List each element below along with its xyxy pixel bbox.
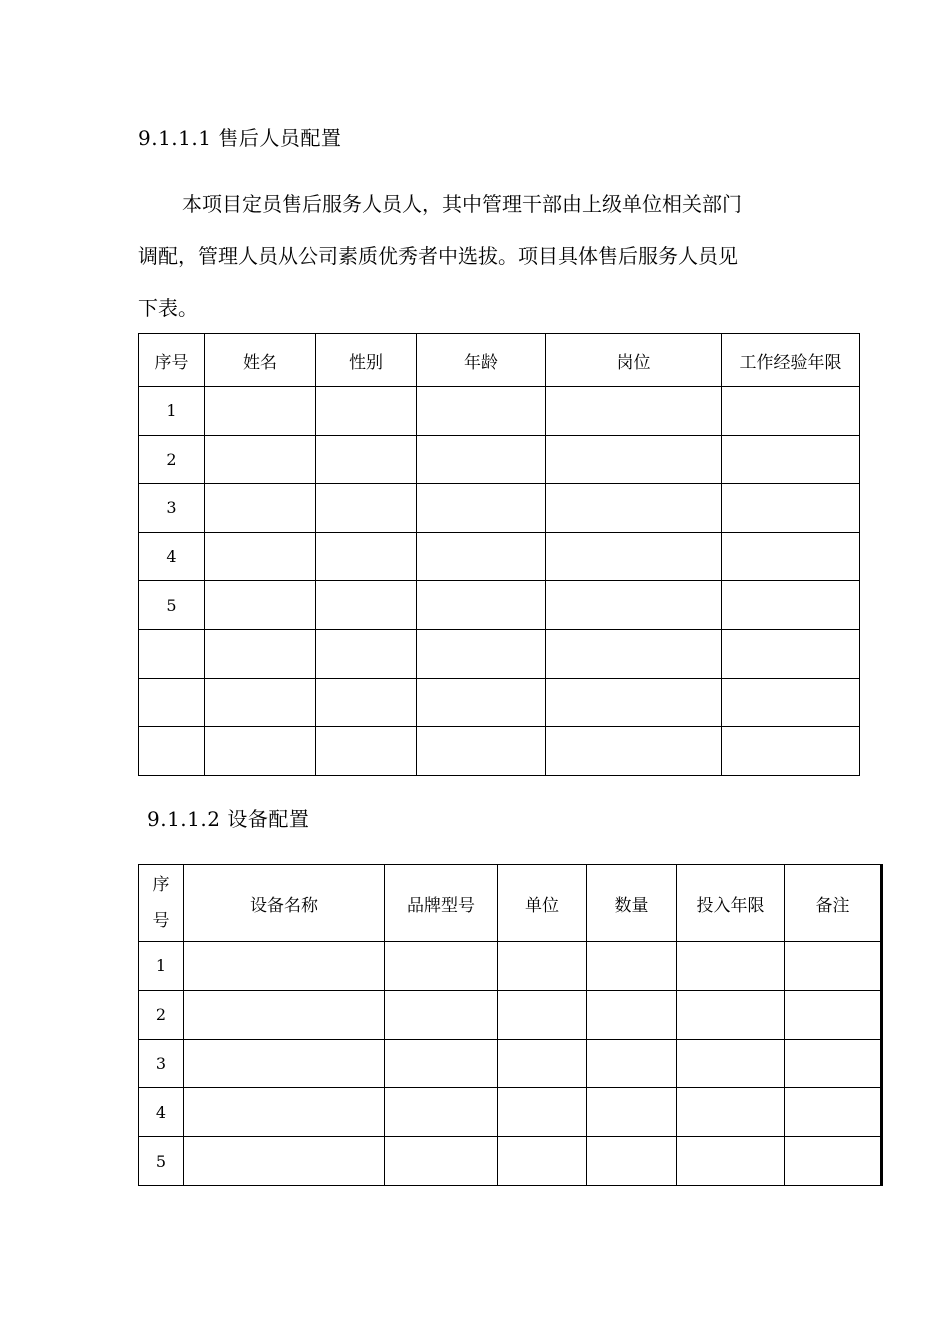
table-header-row <box>139 334 860 387</box>
table-cell <box>385 990 498 1039</box>
row-index-cell: 1 <box>139 387 205 436</box>
table-row <box>139 1039 882 1088</box>
table-cell <box>722 581 860 630</box>
row-index-cell: 2 <box>139 990 184 1039</box>
table-cell <box>677 1137 785 1186</box>
header-cell-brand-model: 品牌型号 <box>385 865 498 942</box>
table-row <box>139 435 860 484</box>
table-cell <box>498 1137 587 1186</box>
table-cell <box>316 435 417 484</box>
table-cell <box>205 581 316 630</box>
table-cell <box>677 1039 785 1088</box>
paragraph-line: 本项目定员售后服务人员人，其中管理干部由上级单位相关部门 <box>182 192 742 216</box>
row-index-cell: 5 <box>139 1137 184 1186</box>
equipment-table <box>138 864 883 1186</box>
table-cell <box>184 1088 385 1137</box>
table-cell <box>385 942 498 991</box>
table-cell <box>417 727 546 776</box>
table-cell <box>498 1088 587 1137</box>
table-row <box>139 942 882 991</box>
table-cell <box>722 727 860 776</box>
header-cell-years-in-service: 投入年限 <box>677 865 785 942</box>
table-cell <box>722 629 860 678</box>
header-cell-remarks: 备注 <box>785 865 882 942</box>
table-cell <box>546 581 722 630</box>
table-cell <box>385 1088 498 1137</box>
table-cell <box>546 727 722 776</box>
header-cell-experience: 工作经验年限 <box>722 334 860 387</box>
section-heading-staff: 9.1.1.1 售后人员配置 <box>138 126 342 150</box>
table-cell <box>722 678 860 727</box>
table-cell <box>785 1039 882 1088</box>
table-cell <box>417 678 546 727</box>
table-cell <box>184 1039 385 1088</box>
header-cell-index: 序号 <box>139 334 205 387</box>
table-cell <box>546 387 722 436</box>
row-index-cell <box>139 678 205 727</box>
table-cell <box>184 990 385 1039</box>
table-cell <box>546 484 722 533</box>
table-cell <box>722 387 860 436</box>
row-index-cell: 2 <box>139 435 205 484</box>
table-cell <box>316 387 417 436</box>
table-row <box>139 1137 882 1186</box>
row-index-cell: 4 <box>139 1088 184 1137</box>
table-cell <box>205 678 316 727</box>
table-cell <box>417 387 546 436</box>
section-heading-equipment: 9.1.1.2 设备配置 <box>147 807 310 831</box>
header-cell-gender: 性别 <box>316 334 417 387</box>
table-cell <box>205 629 316 678</box>
table-cell <box>417 435 546 484</box>
table-cell <box>677 1088 785 1137</box>
row-index-cell <box>139 629 205 678</box>
table-cell <box>498 990 587 1039</box>
table-cell <box>498 1039 587 1088</box>
table-cell <box>722 435 860 484</box>
table-cell <box>316 727 417 776</box>
table-row <box>139 387 860 436</box>
table-cell <box>316 678 417 727</box>
table-cell <box>785 942 882 991</box>
table-cell <box>587 990 677 1039</box>
table-cell <box>316 581 417 630</box>
header-cell-unit: 单位 <box>498 865 587 942</box>
table-row <box>139 484 860 533</box>
table-cell <box>785 1088 882 1137</box>
table-row <box>139 678 860 727</box>
row-index-cell <box>139 727 205 776</box>
table-cell <box>385 1039 498 1088</box>
table-cell <box>184 1137 385 1186</box>
table-cell <box>385 1137 498 1186</box>
row-index-cell: 4 <box>139 532 205 581</box>
row-index-cell: 3 <box>139 484 205 533</box>
table-row <box>139 990 882 1039</box>
table-cell <box>417 629 546 678</box>
header-cell-name: 姓名 <box>205 334 316 387</box>
table-cell <box>417 581 546 630</box>
header-cell-position: 岗位 <box>546 334 722 387</box>
header-cell-quantity: 数量 <box>587 865 677 942</box>
table-header-row <box>139 865 882 942</box>
header-cell-age: 年龄 <box>417 334 546 387</box>
table-cell <box>677 942 785 991</box>
row-index-cell: 5 <box>139 581 205 630</box>
table-cell <box>205 532 316 581</box>
table-cell <box>587 1137 677 1186</box>
table-cell <box>587 942 677 991</box>
header-cell-equipment-name: 设备名称 <box>184 865 385 942</box>
row-index-cell: 3 <box>139 1039 184 1088</box>
table-cell <box>316 629 417 678</box>
table-row <box>139 581 860 630</box>
table-cell <box>546 678 722 727</box>
table-cell <box>184 942 385 991</box>
table-cell <box>316 484 417 533</box>
table-cell <box>722 484 860 533</box>
table-cell <box>546 435 722 484</box>
table-cell <box>205 387 316 436</box>
header-index-line: 号 <box>152 911 170 931</box>
table-cell <box>722 532 860 581</box>
table-cell <box>205 727 316 776</box>
table-cell <box>546 532 722 581</box>
table-row <box>139 532 860 581</box>
header-cell-index <box>139 865 184 942</box>
table-row <box>139 629 860 678</box>
staff-paragraph <box>138 178 818 334</box>
paragraph-line: 下表。 <box>138 296 198 320</box>
table-cell <box>677 990 785 1039</box>
paragraph-line: 调配，管理人员从公司素质优秀者中选拔。项目具体售后服务人员见 <box>138 244 738 268</box>
table-cell <box>417 532 546 581</box>
staff-table <box>138 333 860 776</box>
header-index-line: 序 <box>152 875 170 895</box>
table-cell <box>587 1039 677 1088</box>
table-cell <box>498 942 587 991</box>
table-cell <box>417 484 546 533</box>
table-cell <box>546 629 722 678</box>
table-cell <box>785 990 882 1039</box>
table-cell <box>785 1137 882 1186</box>
table-row <box>139 1088 882 1137</box>
table-cell <box>316 532 417 581</box>
row-index-cell: 1 <box>139 942 184 991</box>
table-cell <box>205 435 316 484</box>
table-cell <box>205 484 316 533</box>
table-cell <box>587 1088 677 1137</box>
table-row <box>139 727 860 776</box>
